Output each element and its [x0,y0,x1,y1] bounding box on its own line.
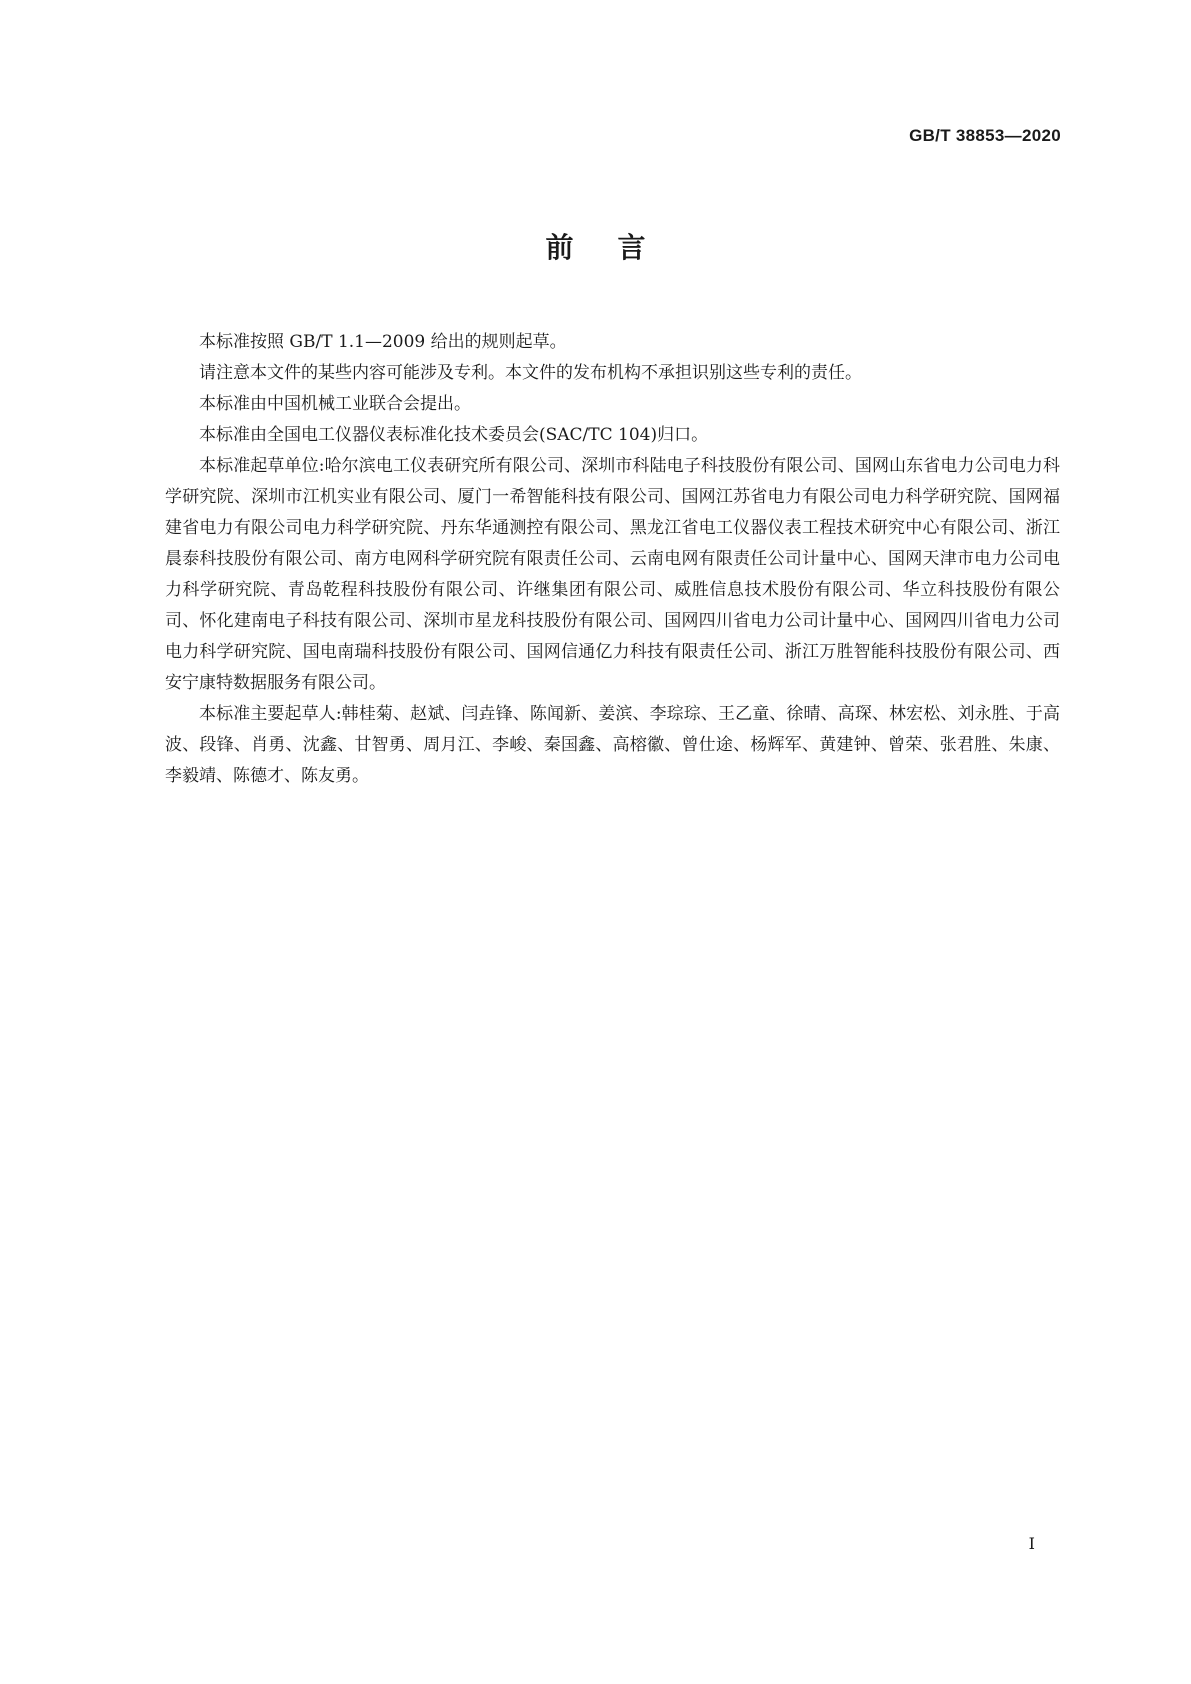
paragraph-drafting-units: 本标准起草单位:哈尔滨电工仪表研究所有限公司、深圳市科陆电子科技股份有限公司、国网山东省电力公司电力科学研究院、深圳市江机实业有限公司、厦门一希智能科技有限公司、国网江苏省电力有限公司电力科学研究院、国网福建省电力有限公司电力科学研究院、丹东华通测控有限公司、黑龙江省电工仪器仪表工程技术研究中心有限公司、浙江晨泰科技股份有限公司、南方电网科学研究院有限责任公司、云南电网有限责任公司计量中心、国网天津市电力公司电力科学研究院、青岛乾程科技股份有限公司、许继集团有限公司、威胜信息技术股份有限公司、华立科技股份有限公司、怀化建南电子科技有限公司、深圳市星龙科技股份有限公司、国网四川省电力公司计量中心、国网四川省电力公司电力科学研究院、国电南瑞科技股份有限公司、国网信通亿力科技有限责任公司、浙江万胜智能科技股份有限公司、西安宁康特数据服务有限公司。 [165,456,1060,693]
standard-code: GB/T 38853—2020 [909,126,1061,145]
paragraph-proposer: 本标准由中国机械工业联合会提出。 [199,394,471,414]
paragraph-patent-notice: 请注意本文件的某些内容可能涉及专利。本文件的发布机构不承担识别这些专利的责任。 [199,363,862,383]
foreword-body [165,327,1060,792]
paragraph-drafting-rules: 本标准按照 GB/T 1.1—2009 给出的规则起草。 [199,332,567,352]
paragraph-committee: 本标准由全国电工仪器仪表标准化技术委员会(SAC/TC 104)归口。 [199,425,709,445]
page-number: I [1028,1534,1035,1553]
paragraph-drafters: 本标准主要起草人:韩桂菊、赵斌、闫垚锋、陈闻新、姜滨、李琮琮、王乙童、徐晴、高琛、林宏松、刘永胜、于高波、段锋、肖勇、沈鑫、甘智勇、周月江、李峻、秦国鑫、高榕徽、曾仕途、杨辉军、黄建钟、曾荣、张君胜、朱康、李毅靖、陈德才、陈友勇。 [165,704,1060,786]
page-title: 前言 [545,231,690,264]
